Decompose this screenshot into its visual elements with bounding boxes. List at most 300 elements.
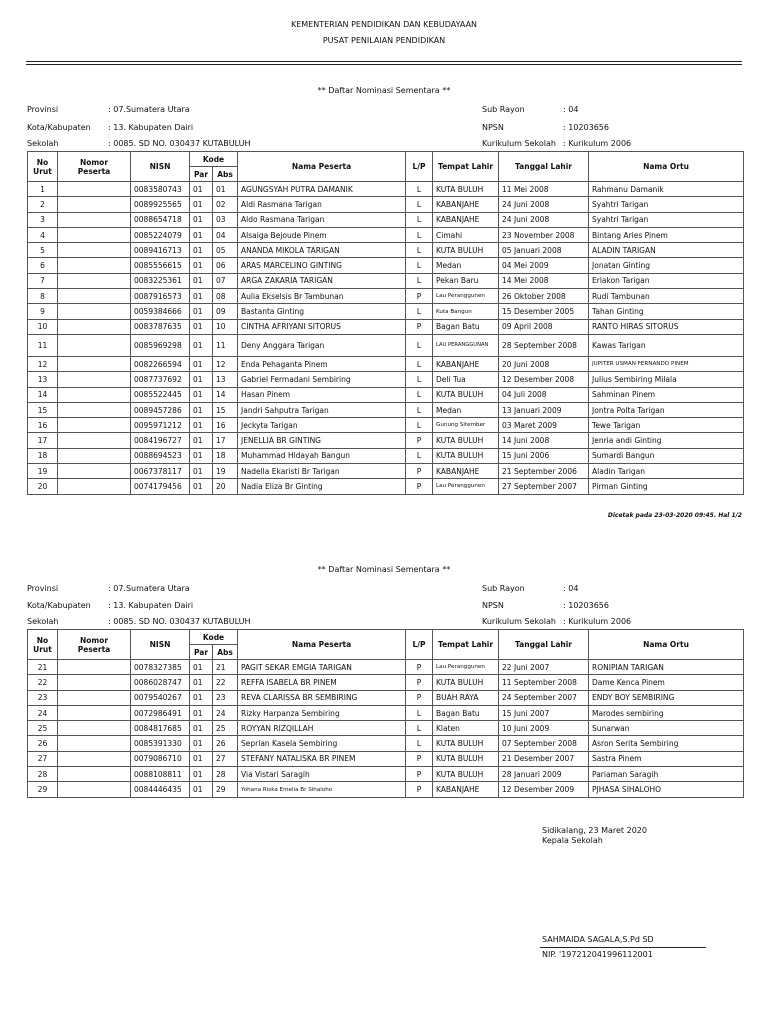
table-row xyxy=(28,782,744,797)
row-tempat: Bagan Batu xyxy=(433,319,499,334)
sekolah-label: Sekolah xyxy=(27,139,59,148)
row-ortu: Pariaman Saragih xyxy=(589,767,744,782)
col-no xyxy=(28,630,58,660)
row-nisn: 0067378117 xyxy=(131,464,190,479)
row-no: 6 xyxy=(28,258,58,273)
row-nama: Alsaiga Bejoude Pinem xyxy=(238,227,406,242)
row-ortu: Julius Sembiring Milala xyxy=(589,372,744,387)
npsn-label: NPSN xyxy=(482,601,504,610)
kota-label: Kota/Kabupaten xyxy=(27,123,91,132)
row-nomor-peserta xyxy=(58,690,131,705)
row-nama: ARAS MARCELINO GINTING xyxy=(238,258,406,273)
row-nama: Aldi Rasmana Tarigan xyxy=(238,197,406,212)
table-row xyxy=(28,227,744,242)
row-tempat: Medan xyxy=(433,402,499,417)
row-nama: JENELLIA BR GINTING xyxy=(238,433,406,448)
row-tanggal: 24 September 2007 xyxy=(499,690,589,705)
row-tanggal: 12 Desember 2009 xyxy=(499,782,589,797)
row-nomor-peserta xyxy=(58,660,131,675)
row-nama: Yohana Riska Emelia Br Sihaloho xyxy=(238,782,406,797)
row-tempat: KUTA BULUH xyxy=(433,736,499,751)
row-nama: Gabriel Fermadani Sembiring xyxy=(238,372,406,387)
table-row xyxy=(28,289,744,304)
row-ortu: Tewe Tarigan xyxy=(589,418,744,433)
row-tempat: BUAH RAYA xyxy=(433,690,499,705)
kota-value: 13. Kabupaten Dairi xyxy=(113,601,194,610)
row-lp: P xyxy=(406,690,433,705)
row-par: 01 xyxy=(190,319,213,334)
row-nama: ARGA ZAKARIA TARIGAN xyxy=(238,273,406,288)
center-title: PUSAT PENILAIAN PENDIDIKAN xyxy=(322,36,446,45)
table-row xyxy=(28,464,744,479)
table-row xyxy=(28,387,744,402)
row-tanggal: 23 November 2008 xyxy=(499,227,589,242)
row-tempat: Klaten xyxy=(433,721,499,736)
col-nama: Nama Peserta xyxy=(238,152,406,182)
row-tempat: KABANJAHE xyxy=(433,212,499,227)
row-ortu: Tahan Ginting xyxy=(589,304,744,319)
row-tempat: KABANJAHE xyxy=(433,197,499,212)
row-nomor-peserta xyxy=(58,782,131,797)
row-tanggal: 24 Juni 2008 xyxy=(499,212,589,227)
row-tanggal: 07 September 2008 xyxy=(499,736,589,751)
row-no: 3 xyxy=(28,212,58,227)
row-nama: Seprian Kasela Sembiring xyxy=(238,736,406,751)
row-lp: P xyxy=(406,660,433,675)
row-abs: 13 xyxy=(213,372,238,387)
row-nisn: 0083580743 xyxy=(131,182,190,197)
row-nama: Via Vistari Saragih xyxy=(238,767,406,782)
row-nama: Rizky Harpanza Sembiring xyxy=(238,705,406,720)
col-ortu: Nama Ortu xyxy=(589,152,744,182)
col-nama: Nama Peserta xyxy=(238,630,406,660)
col-ortu: Nama Ortu xyxy=(589,630,744,660)
table-row xyxy=(28,767,744,782)
col-no xyxy=(28,152,58,182)
col-nisn: NISN xyxy=(131,630,190,660)
row-tanggal: 20 Juni 2008 xyxy=(499,356,589,371)
row-nisn: 0085522445 xyxy=(131,387,190,402)
row-no: 21 xyxy=(28,660,58,675)
row-abs: 10 xyxy=(213,319,238,334)
row-no: 25 xyxy=(28,721,58,736)
row-nomor-peserta xyxy=(58,319,131,334)
row-tempat: Kuta Bangun xyxy=(433,304,499,319)
row-ortu: Kawas Tarigan xyxy=(589,334,744,356)
row-tempat: KABANJAHE xyxy=(433,782,499,797)
row-no: 9 xyxy=(28,304,58,319)
colon: : xyxy=(108,139,111,148)
row-nomor-peserta xyxy=(58,705,131,720)
row-par: 01 xyxy=(190,387,213,402)
row-lp: L xyxy=(406,418,433,433)
row-no: 1 xyxy=(28,182,58,197)
row-abs: 12 xyxy=(213,356,238,371)
row-tempat: Lau Peranggunen xyxy=(433,289,499,304)
row-nomor-peserta xyxy=(58,289,131,304)
row-tempat: KUTA BULUH xyxy=(433,751,499,766)
col-abs: Abs xyxy=(213,167,238,182)
row-nisn: 0084446435 xyxy=(131,782,190,797)
row-nisn: 0085556615 xyxy=(131,258,190,273)
row-abs: 09 xyxy=(213,304,238,319)
row-abs: 06 xyxy=(213,258,238,273)
row-tanggal: 14 Mei 2008 xyxy=(499,273,589,288)
row-ortu: Rahmanu Damanik xyxy=(589,182,744,197)
row-lp: P xyxy=(406,289,433,304)
row-tanggal: 15 Juni 2006 xyxy=(499,448,589,463)
row-lp: L xyxy=(406,197,433,212)
row-nisn: 0082266594 xyxy=(131,356,190,371)
row-tanggal: 28 September 2008 xyxy=(499,334,589,356)
row-nisn: 0087737692 xyxy=(131,372,190,387)
table-row xyxy=(28,705,744,720)
printed-timestamp: Dicetak pada 23-03-2020 09:45. Hal 1/2 xyxy=(607,512,742,519)
row-par: 01 xyxy=(190,721,213,736)
signer-position: Kepala Sekolah xyxy=(542,836,603,845)
row-par: 01 xyxy=(190,227,213,242)
row-par: 01 xyxy=(190,736,213,751)
row-nisn: 0089925565 xyxy=(131,197,190,212)
list-title-2: ** Daftar Nominasi Sementara ** xyxy=(317,565,451,574)
row-tanggal: 10 Juni 2009 xyxy=(499,721,589,736)
row-nama: AGUNGSYAH PUTRA DAMANIK xyxy=(238,182,406,197)
colon: : xyxy=(108,617,111,626)
colon: : xyxy=(563,617,566,626)
row-tanggal: 13 Januari 2009 xyxy=(499,402,589,417)
row-tempat: KUTA BULUH xyxy=(433,182,499,197)
row-par: 01 xyxy=(190,767,213,782)
table-row xyxy=(28,258,744,273)
row-abs: 22 xyxy=(213,675,238,690)
row-par: 01 xyxy=(190,690,213,705)
row-tempat: KUTA BULUH xyxy=(433,433,499,448)
col-tanggal: Tanggal Lahir xyxy=(499,152,589,182)
table-row xyxy=(28,197,744,212)
row-par: 01 xyxy=(190,705,213,720)
row-nisn: 0088108811 xyxy=(131,767,190,782)
row-ortu: Jontra Polta Tarigan xyxy=(589,402,744,417)
row-lp: P xyxy=(406,464,433,479)
kota-value: 13. Kabupaten Dairi xyxy=(113,123,194,132)
row-lp: L xyxy=(406,212,433,227)
row-ortu: Aladin Tarigan xyxy=(589,464,744,479)
row-nisn: 0088654718 xyxy=(131,212,190,227)
row-tempat: KUTA BULUH xyxy=(433,675,499,690)
table-row xyxy=(28,479,744,494)
col-kode: Kode xyxy=(190,152,238,167)
row-lp: L xyxy=(406,258,433,273)
sekolah-value: 0085. SD NO. 030437 KUTABULUH xyxy=(113,617,251,626)
row-no: 29 xyxy=(28,782,58,797)
row-abs: 15 xyxy=(213,402,238,417)
row-abs: 05 xyxy=(213,243,238,258)
col-nisn: NISN xyxy=(131,152,190,182)
row-nisn: 0085391330 xyxy=(131,736,190,751)
sekolah-label: Sekolah xyxy=(27,617,59,626)
row-par: 01 xyxy=(190,243,213,258)
col-nomor-label-2: Peserta xyxy=(77,166,111,176)
row-par: 01 xyxy=(190,304,213,319)
row-nisn: 0086028747 xyxy=(131,675,190,690)
colon: : xyxy=(563,123,566,132)
sub-rayon-label: Sub Rayon xyxy=(482,105,525,114)
row-abs: 02 xyxy=(213,197,238,212)
row-no: 19 xyxy=(28,464,58,479)
row-abs: 01 xyxy=(213,182,238,197)
colon: : xyxy=(108,601,111,610)
row-tempat: KABANJAHE xyxy=(433,356,499,371)
col-tempat: Tempat Lahir xyxy=(433,630,499,660)
row-lp: L xyxy=(406,705,433,720)
row-ortu: Asron Serita Sembiring xyxy=(589,736,744,751)
row-no: 14 xyxy=(28,387,58,402)
place-date: Sidikalang, 23 Maret 2020 xyxy=(542,826,647,835)
row-lp: L xyxy=(406,736,433,751)
row-tanggal: 26 Oktober 2008 xyxy=(499,289,589,304)
table-body xyxy=(28,660,744,798)
row-lp: P xyxy=(406,782,433,797)
row-abs: 04 xyxy=(213,227,238,242)
header-rule-top xyxy=(26,61,742,62)
row-tempat: KABANJAHE xyxy=(433,464,499,479)
table-row xyxy=(28,243,744,258)
row-ortu: Marodes sembiring xyxy=(589,705,744,720)
table-row xyxy=(28,660,744,675)
col-nomor-label-2: Peserta xyxy=(77,644,111,654)
row-ortu: Sahminan Pinem xyxy=(589,387,744,402)
row-nama: REVA CLARISSA BR SEMBIRING xyxy=(238,690,406,705)
provinsi-label: Provinsi xyxy=(27,105,59,114)
row-tanggal: 28 Januari 2009 xyxy=(499,767,589,782)
row-ortu: Sastra Pinem xyxy=(589,751,744,766)
provinsi-value: 07.Sumatera Utara xyxy=(113,105,190,114)
col-kode: Kode xyxy=(190,630,238,645)
row-no: 28 xyxy=(28,767,58,782)
row-nama: REFFA ISABELA BR PINEM xyxy=(238,675,406,690)
row-no: 16 xyxy=(28,418,58,433)
row-nisn: 0083225361 xyxy=(131,273,190,288)
row-par: 01 xyxy=(190,660,213,675)
row-nomor-peserta xyxy=(58,418,131,433)
row-nomor-peserta xyxy=(58,273,131,288)
row-tanggal: 09 April 2008 xyxy=(499,319,589,334)
row-ortu: PJHASA SIHALOHO xyxy=(589,782,744,797)
row-abs: 18 xyxy=(213,448,238,463)
row-tanggal: 21 Desember 2007 xyxy=(499,751,589,766)
row-lp: P xyxy=(406,319,433,334)
col-nomor-label: Nomor xyxy=(79,635,109,645)
row-tempat: KUTA BULUH xyxy=(433,387,499,402)
row-abs: 07 xyxy=(213,273,238,288)
row-tanggal: 05 Januari 2008 xyxy=(499,243,589,258)
row-par: 01 xyxy=(190,418,213,433)
row-abs: 25 xyxy=(213,721,238,736)
row-nisn: 0085224079 xyxy=(131,227,190,242)
row-nisn: 0083787635 xyxy=(131,319,190,334)
row-ortu: Jenria andi Ginting xyxy=(589,433,744,448)
colon: : xyxy=(108,584,111,593)
col-no-label-2: Urut xyxy=(33,644,52,654)
provinsi-value: 07.Sumatera Utara xyxy=(113,584,190,593)
row-ortu: Erlakon Tarigan xyxy=(589,273,744,288)
row-par: 01 xyxy=(190,197,213,212)
row-ortu: RONIPIAN TARIGAN xyxy=(589,660,744,675)
row-lp: P xyxy=(406,479,433,494)
row-abs: 24 xyxy=(213,705,238,720)
table-body xyxy=(28,182,744,495)
row-no: 27 xyxy=(28,751,58,766)
row-abs: 14 xyxy=(213,387,238,402)
row-no: 7 xyxy=(28,273,58,288)
table-row xyxy=(28,690,744,705)
col-no-label-2: Urut xyxy=(33,166,52,176)
row-nama: Jeckyta Tarigan xyxy=(238,418,406,433)
col-tanggal: Tanggal Lahir xyxy=(499,630,589,660)
row-par: 01 xyxy=(190,464,213,479)
row-nomor-peserta xyxy=(58,212,131,227)
row-nama: CINTHA AFRIYANI SITORUS xyxy=(238,319,406,334)
npsn-value: 10203656 xyxy=(568,123,609,132)
row-par: 01 xyxy=(190,448,213,463)
table-row xyxy=(28,319,744,334)
col-par: Par xyxy=(190,645,213,660)
row-tempat: KUTA BULUH xyxy=(433,448,499,463)
table-row xyxy=(28,675,744,690)
kurikulum-value: Kurikulum 2006 xyxy=(568,617,632,626)
row-ortu: ALADIN TARIGAN xyxy=(589,243,744,258)
row-abs: 16 xyxy=(213,418,238,433)
npsn-label: NPSN xyxy=(482,123,504,132)
row-nisn: 0087916573 xyxy=(131,289,190,304)
row-no: 15 xyxy=(28,402,58,417)
row-no: 18 xyxy=(28,448,58,463)
row-tempat: Lau Peranggunen xyxy=(433,660,499,675)
col-nomor-peserta xyxy=(58,630,131,660)
table-row xyxy=(28,212,744,227)
row-nama: ANANDA MIKOLA TARIGAN xyxy=(238,243,406,258)
row-nomor-peserta xyxy=(58,433,131,448)
row-tempat: Gunung Sitember xyxy=(433,418,499,433)
row-nama: Muhammad Hidayah Bangun xyxy=(238,448,406,463)
table-row xyxy=(28,433,744,448)
row-lp: L xyxy=(406,372,433,387)
row-nomor-peserta xyxy=(58,721,131,736)
row-no: 11 xyxy=(28,334,58,356)
row-nama: Enda Pehaganta Pinem xyxy=(238,356,406,371)
nomination-table-page-1 xyxy=(27,151,744,495)
table-row xyxy=(28,751,744,766)
col-lp: L/P xyxy=(406,630,433,660)
row-nisn: 0089457286 xyxy=(131,402,190,417)
col-abs: Abs xyxy=(213,645,238,660)
row-lp: L xyxy=(406,243,433,258)
colon: : xyxy=(563,584,566,593)
row-nisn: 0084196727 xyxy=(131,433,190,448)
row-nisn: 0085969298 xyxy=(131,334,190,356)
row-nomor-peserta xyxy=(58,736,131,751)
row-par: 01 xyxy=(190,402,213,417)
row-nomor-peserta xyxy=(58,479,131,494)
kurikulum-value: Kurikulum 2006 xyxy=(568,139,632,148)
row-abs: 29 xyxy=(213,782,238,797)
row-par: 01 xyxy=(190,372,213,387)
row-par: 01 xyxy=(190,675,213,690)
sekolah-value: 0085. SD NO. 030437 KUTABULUH xyxy=(113,139,251,148)
row-nisn: 0079086710 xyxy=(131,751,190,766)
row-tempat: Cimahi xyxy=(433,227,499,242)
list-title: ** Daftar Nominasi Sementara ** xyxy=(317,86,451,95)
row-tanggal: 22 Juni 2007 xyxy=(499,660,589,675)
row-lp: L xyxy=(406,334,433,356)
row-no: 10 xyxy=(28,319,58,334)
row-ortu: Sumardi Bangun xyxy=(589,448,744,463)
nomination-table-page-2 xyxy=(27,629,744,798)
row-no: 13 xyxy=(28,372,58,387)
colon: : xyxy=(563,601,566,610)
row-tanggal: 14 Juni 2008 xyxy=(499,433,589,448)
row-nomor-peserta xyxy=(58,243,131,258)
row-abs: 28 xyxy=(213,767,238,782)
row-ortu: Pirman Ginting xyxy=(589,479,744,494)
row-abs: 23 xyxy=(213,690,238,705)
col-nomor-label: Nomor xyxy=(79,157,109,167)
row-abs: 08 xyxy=(213,289,238,304)
colon: : xyxy=(108,123,111,132)
row-nomor-peserta xyxy=(58,334,131,356)
row-par: 01 xyxy=(190,751,213,766)
row-nama: ROYYAN RIZQILLAH xyxy=(238,721,406,736)
row-lp: P xyxy=(406,433,433,448)
row-par: 01 xyxy=(190,273,213,288)
row-lp: L xyxy=(406,387,433,402)
row-no: 5 xyxy=(28,243,58,258)
row-no: 24 xyxy=(28,705,58,720)
table-row xyxy=(28,721,744,736)
row-nomor-peserta xyxy=(58,227,131,242)
row-tanggal: 11 Mei 2008 xyxy=(499,182,589,197)
row-par: 01 xyxy=(190,356,213,371)
row-nisn: 0095971212 xyxy=(131,418,190,433)
row-abs: 21 xyxy=(213,660,238,675)
row-nama: Deny Anggara Tarigan xyxy=(238,334,406,356)
row-nomor-peserta xyxy=(58,387,131,402)
row-tempat: KUTA BULUH xyxy=(433,767,499,782)
table-row xyxy=(28,402,744,417)
sub-rayon-value: 04 xyxy=(568,584,579,593)
row-nama: Bastanta Ginting xyxy=(238,304,406,319)
sub-rayon-label: Sub Rayon xyxy=(482,584,525,593)
row-lp: L xyxy=(406,721,433,736)
row-lp: P xyxy=(406,675,433,690)
row-abs: 26 xyxy=(213,736,238,751)
row-ortu: Rudi Tambunan xyxy=(589,289,744,304)
row-no: 22 xyxy=(28,675,58,690)
colon: : xyxy=(563,139,566,148)
row-tempat: Medan xyxy=(433,258,499,273)
kurikulum-label: Kurikulum Sekolah xyxy=(482,139,556,148)
row-nama: Nadella Ekaristi Br Tarigan xyxy=(238,464,406,479)
table-row xyxy=(28,448,744,463)
row-tempat: Bagan Batu xyxy=(433,705,499,720)
row-ortu: Sunarwan xyxy=(589,721,744,736)
row-lp: P xyxy=(406,767,433,782)
row-tempat: Deli Tua xyxy=(433,372,499,387)
row-nomor-peserta xyxy=(58,448,131,463)
row-no: 26 xyxy=(28,736,58,751)
row-no: 2 xyxy=(28,197,58,212)
row-ortu: Jonatan Ginting xyxy=(589,258,744,273)
